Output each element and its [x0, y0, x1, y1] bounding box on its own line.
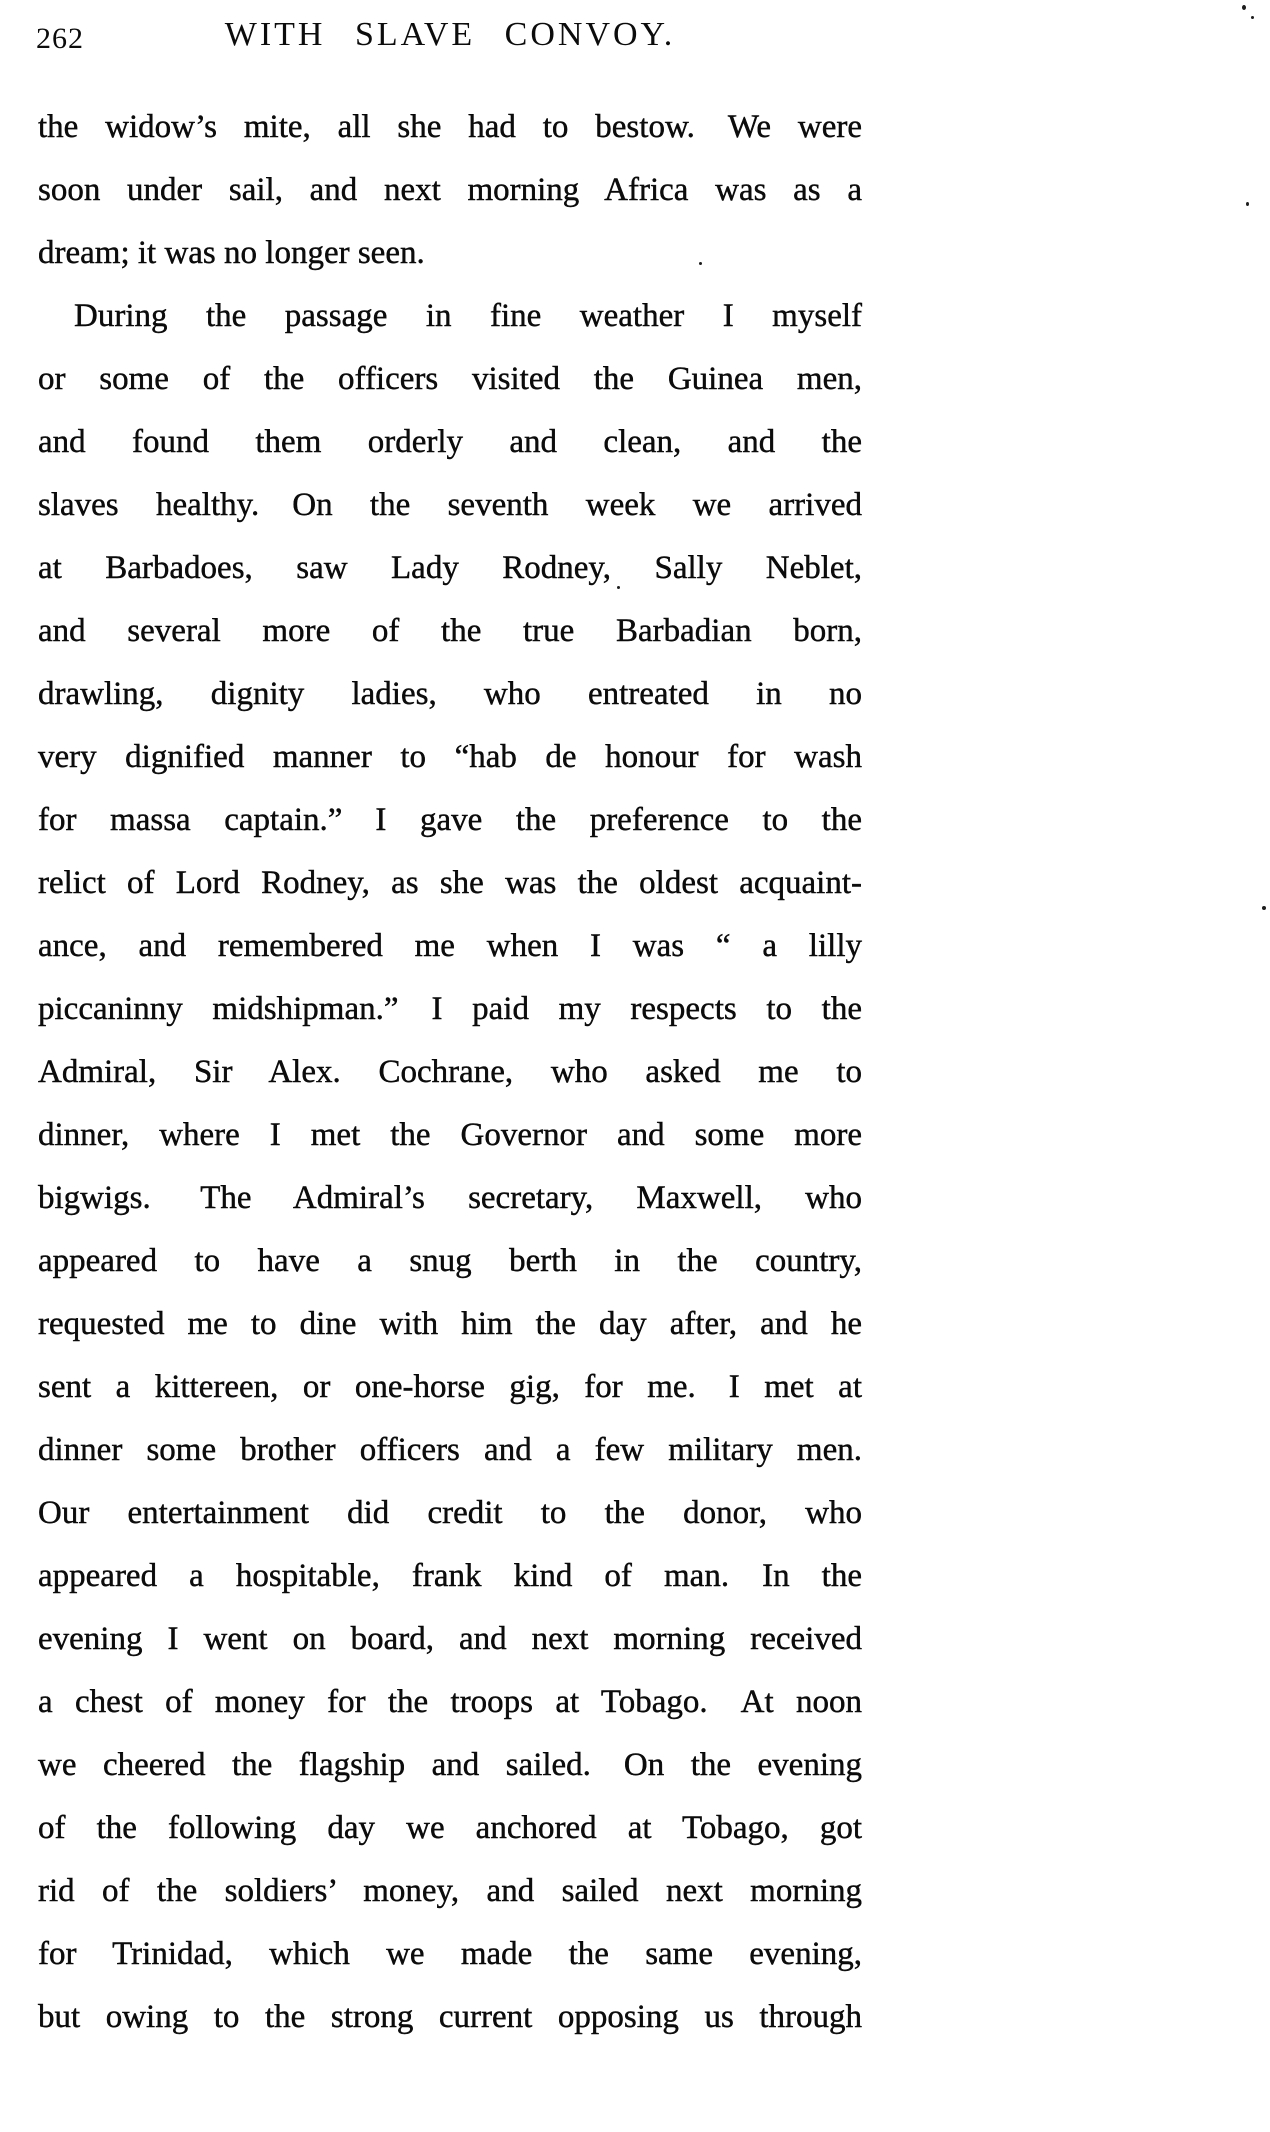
text-line: soon under sail, and next morning Africa was as a	[38, 172, 862, 208]
text-line: sent a kittereen, or one-horse gig, for me. I met at	[38, 1369, 862, 1405]
scan-speckle	[1246, 202, 1249, 206]
text-line: bigwigs. The Admiral’s secretary, Maxwell, who	[38, 1180, 862, 1216]
text-line: rid of the soldiers’ money, and sailed next morning	[38, 1873, 862, 1909]
page-number: 262	[36, 22, 84, 55]
text-line: for Trinidad, which we made the same evening,	[38, 1936, 862, 1972]
text-line: for massa captain.” I gave the preference to the	[38, 802, 862, 838]
text-line: or some of the officers visited the Guinea men,	[38, 361, 862, 397]
text-line: appeared to have a snug berth in the country,	[38, 1243, 862, 1279]
text-line: the widow’s mite, all she had to bestow. We were	[38, 109, 862, 145]
text-line: of the following day we anchored at Tobago, got	[38, 1810, 862, 1846]
text-line: relict of Lord Rodney, as she was the oldest acquaint-	[38, 865, 862, 901]
scan-speckle	[699, 262, 702, 265]
text-line: at Barbadoes, saw Lady Rodney, Sally Neblet,	[38, 550, 862, 586]
text-line: evening I went on board, and next morning received	[38, 1621, 862, 1657]
text-line: a chest of money for the troops at Tobago. At noon	[38, 1684, 862, 1720]
text-line: Admiral, Sir Alex. Cochrane, who asked me to	[38, 1054, 862, 1090]
scan-speckle	[617, 586, 620, 589]
text-line: piccaninny midshipman.” I paid my respects to the	[38, 991, 862, 1027]
text-line: dinner some brother officers and a few military men.	[38, 1432, 862, 1468]
text-line: drawling, dignity ladies, who entreated in no	[38, 676, 862, 712]
text-line: and several more of the true Barbadian born,	[38, 613, 862, 649]
scan-speckle	[1262, 906, 1266, 910]
running-title: WITH SLAVE CONVOY.	[224, 16, 676, 53]
text-line: but owing to the strong current opposing us through	[38, 1999, 862, 2035]
text-line: appeared a hospitable, frank kind of man. In the	[38, 1558, 862, 1594]
text-line: dream; it was no longer seen.	[38, 235, 425, 271]
text-line: ance, and remembered me when I was “ a lilly	[38, 928, 862, 964]
text-line: slaves healthy. On the seventh week we arrived	[38, 487, 862, 523]
scan-speckle	[1242, 5, 1246, 10]
text-line: and found them orderly and clean, and the	[38, 424, 862, 460]
text-line: very dignified manner to “hab de honour for wash	[38, 739, 862, 775]
body-text	[38, 96, 862, 2049]
text-line: During the passage in fine weather I myself	[74, 298, 862, 334]
text-line: requested me to dine with him the day after, and he	[38, 1306, 862, 1342]
text-line: Our entertainment did credit to the donor, who	[38, 1495, 862, 1531]
text-line: we cheered the flagship and sailed. On the evening	[38, 1747, 862, 1783]
scan-speckle	[1251, 16, 1254, 19]
text-line: dinner, where I met the Governor and some more	[38, 1117, 862, 1153]
